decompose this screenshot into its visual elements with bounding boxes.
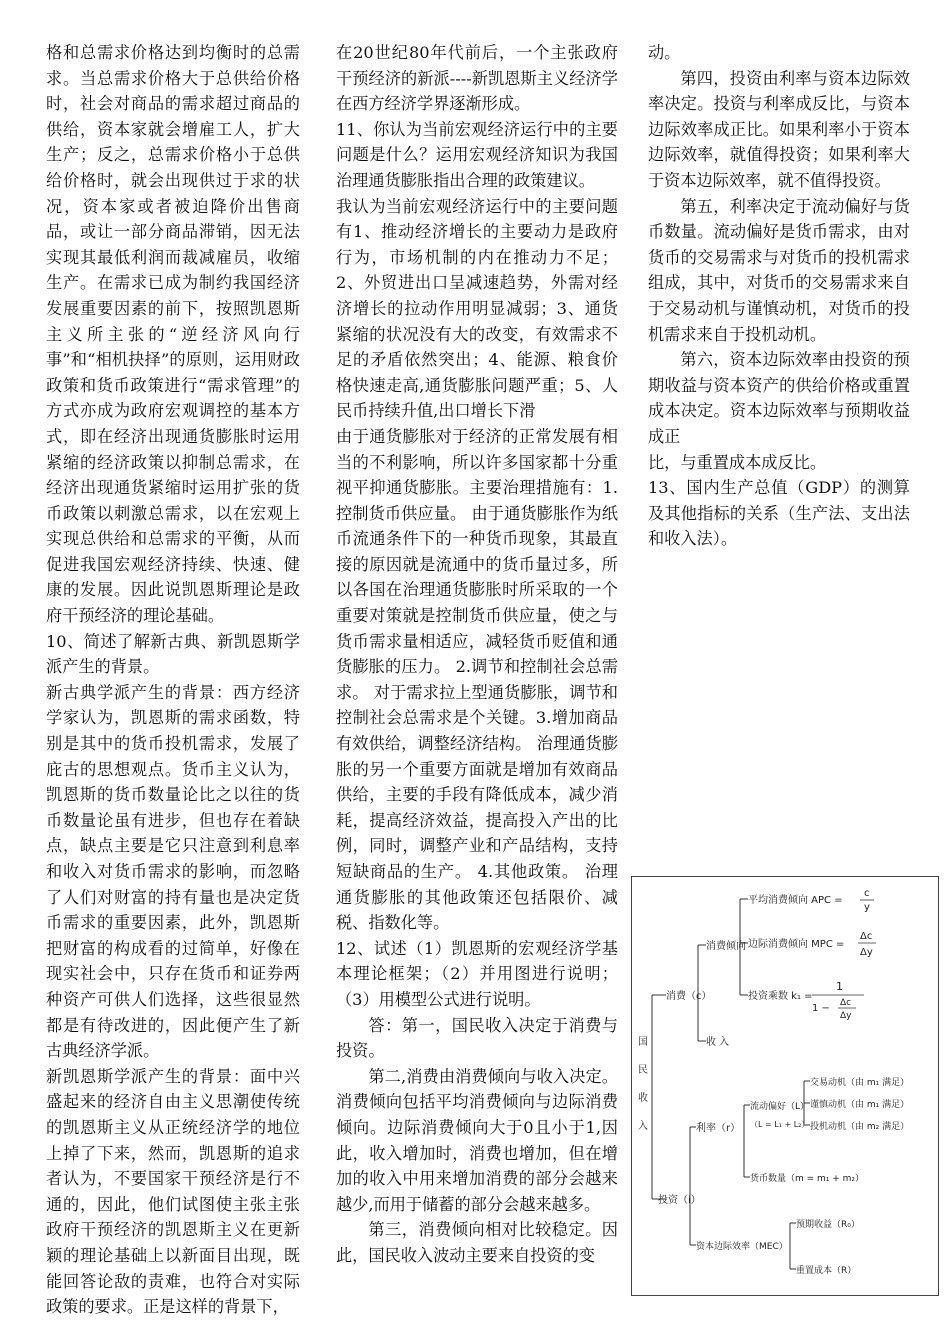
diagram-svg — [632, 877, 938, 1295]
apc-denominator: y — [864, 902, 870, 913]
paragraph: 格和总需求价格达到均衡时的总需求。当总需求价格大于总供给价格时，社会对商品的需求超过商品的供给，资本家就会增雇工人，扩大生产；反之，总需求价格小于总供给价格时，就会出现供过于求的状况，资本家或者被迫降价出售商品，或让一部分商品滞销，因无法实现其最低利润而裁减雇员，收缩生产。在需求已成为制约我国经济发展重要因素的前下，按照凯恩斯主义所主张的“逆经济风向行事”和“相机抉择”的原则，运用财政政策和货币政策进行“需求管理”的方式亦成为政府宏观调控的基本方式，即在经济出现通货膨胀时运用紧缩的经济政策以抑制总需求，在经济出现通货紧缩时运用扩张的货币政策以刺激总需求，以在宏观上实现总供给和总需求的平衡，从而促进我国宏观经济持续、快速、健康的发展。因此说凯恩斯理论是政府干预经济的理论基础。 — [46, 43, 300, 626]
keynes-framework-diagram — [631, 876, 939, 1296]
question-11: 11、你认为当前宏观经济运行中的主要问题是什么？运用宏观经济知识为我国治理通货膨胀指出合理的政策建议。 — [336, 119, 618, 190]
node-transaction-motive: 交易动机（由 m₁ 满足） — [810, 1078, 910, 1088]
text-column-2 — [336, 40, 618, 1269]
node-replacement-cost: 重置成本（R） — [796, 1266, 857, 1276]
node-consumption-tendency: 消费倾向 — [706, 941, 746, 952]
multiplier-inner-denominator: Δy — [840, 1011, 852, 1021]
paragraph: 比，与重置成本成反比。 — [648, 452, 827, 472]
node-investment: 投资（i） — [658, 1195, 701, 1206]
node-interest: 利率（r） — [696, 1123, 741, 1134]
node-mec: 资本边际效率（MEC） — [696, 1242, 788, 1252]
liquidity-equation: （L = L₁ + L₂） — [750, 1120, 810, 1129]
apc-numerator: c — [864, 888, 870, 899]
multiplier-inner-numerator: Δc — [840, 998, 852, 1008]
mpc-numerator: Δc — [860, 931, 873, 942]
paragraph: 第六，资本边际效率由投资的预期收益与资本资产的供给价格或重置成本决定。资本边际效率与预期收益成正 — [648, 350, 910, 446]
node-apc: 平均消费倾向 APC = — [748, 895, 843, 906]
question-13: 13、国内生产总值（GDP）的测算及其他指标的关系（生产法、支出法和收入法）。 — [648, 478, 910, 549]
node-consumption: 消费（c） — [666, 991, 712, 1002]
answer-paragraph: 第三，消费倾向相对比较稳定。因此，国民收入波动主要来自投资的变 — [336, 1220, 618, 1265]
node-speculation-motive: 投机动机（由 m₂ 满足） — [810, 1122, 910, 1132]
paragraph: 我认为当前宏观经济运行中的主要问题有1、推动经济增长的主要动力是政府行为，市场机制的内在推动力不足；2、外贸进出口呈减速趋势，外需对经济增长的拉动作用明显减弱；3、通货紧缩的状况没有大的改变，有效需求不足的矛盾依然突出；4、能源、粮食价格快速走高,通货膨胀问题严重；5、人民币持续升值,出口增长下滑 — [336, 196, 618, 421]
node-liquidity: 流动偏好（L） — [750, 1102, 810, 1112]
node-mpc: 边际消费倾向 MPC = — [748, 939, 845, 950]
paragraph: 新凯恩斯学派产生的背景：面中兴盛起来的经济自由主义思潮使传统的凯恩斯主义从正统经济学的地位上掉了下来，然而，凯恩斯的追求者认为，不要国家干预经济是行不通的，因此，他们试图使主张主张政府干预经济的凯恩斯主义在更新颖的理论基础上以新面目出现，既能回答论敌的责难，也符合对实际政策的要求。正是这样的背景下， — [46, 1066, 300, 1317]
paragraph: 第五，利率决定于流动偏好与货币数量。流动偏好是货币需求，由对货币的交易需求与对货币的投机需求组成，其中，对货币的交易需求来自于交易动机与谨慎动机，对货币的投机需求来自于投机动机。 — [648, 196, 910, 344]
answer-paragraph: 答：第一，国民收入决定于消费与投资。 — [336, 1015, 618, 1061]
paragraph: 新古典学派产生的背景：西方经济学家认为，凯恩斯的需求函数，特别是其中的货币投机需求，发展了庇古的思想观点。货币主义认为，凯恩斯的货币数量论比之以往的货币数量论虽有进步，但也存在着缺点，缺点主要是它只注意到利息率和收入对货币需求的影响，而忽略了人们对财富的持有量也是决定货币需求的重要因素，此外，凯恩斯把财富的构成看的过简单，好像在现实社会中，只存在货币和证券两种资产可供人们选择，这些很显然都是有待改进的，因此便产生了新古典经济学派。 — [46, 682, 300, 1061]
node-multiplier: 投资乘数 k₁ = — [748, 991, 813, 1002]
node-expected-return: 预期收益（R₀） — [796, 1220, 860, 1230]
node-precaution-motive: 谨慎动机（由 m₁ 满足） — [810, 1100, 910, 1110]
paragraph: 在20世纪80年代前后，一个主张政府干预经济的新派----新凯恩斯主义经济学在西方经济学界逐渐形成。 — [336, 43, 618, 114]
question-10: 10、简述了解新古典、新凯恩斯学派产生的背景。 — [46, 631, 300, 677]
paragraph: 由于通货膨胀对于经济的正常发展有相当的不利影响，所以许多国家都十分重视平抑通货膨胀。主要治理措施有：1.控制货币供应量。 由于通货膨胀作为纸币流通条件下的一种货币现象，其最直接的原因就是流通中的货币量过多，所以各国在治理通货膨胀时所采取的一个重要对策就是控制货币供应量，使之与货币需求量相适应，减轻货币贬值和通货膨胀的压力。 2.调节和控制社会总需求。 对于需求拉上型通货膨胀，调节和控制社会总需求是个关键。3.增加商品有效供给，调整经济结构。 治理通货膨胀的另一个重要方面就是增加有效商品供给，主要的手段有降低成本，减少消耗，提高经济效益，提高投入产出的比例，同时，调整产业和产品结构，支持短缺商品的生产。 4.其他政策。 治理通货膨胀的其他政策还包括限价、减税、指数化等。 — [336, 426, 618, 933]
question-12: 12、试述（1）凯恩斯的宏观经济学基本理论框架；（2）并用图进行说明；（3）用模型公式进行说明。 — [336, 938, 618, 1009]
paragraph: 动。 — [648, 43, 681, 62]
text-column-1 — [46, 40, 300, 1320]
text-column-3 — [648, 40, 910, 552]
multiplier-numerator: 1 — [836, 980, 843, 993]
node-income: 收 入 — [706, 1037, 730, 1048]
diagram-root-label: 国民收入 — [638, 1037, 648, 1132]
mpc-denominator: Δy — [860, 947, 873, 958]
paragraph: 第四，投资由利率与资本边际效率决定。投资与利率成反比，与资本边际效率成正比。如果利率小于资本边际效率，就值得投资；如果利率大于资本边际效率，就不值得投资。 — [648, 68, 910, 190]
multiplier-denominator-prefix: 1 − — [812, 1003, 830, 1014]
diagram-lines — [652, 899, 810, 1269]
answer-paragraph: 第二,消费由消费倾向与收入决定。消费倾向包括平均消费倾向与边际消费倾向。边际消费倾向大于0且小于1,因此，收入增加时，消费也增加，但在增加的收入中用来增加消费的部分会越来越少,而用于储蓄的部分会越来越多。 — [336, 1066, 618, 1214]
node-money-supply: 货币数量（m = m₁ + m₂） — [750, 1174, 865, 1184]
